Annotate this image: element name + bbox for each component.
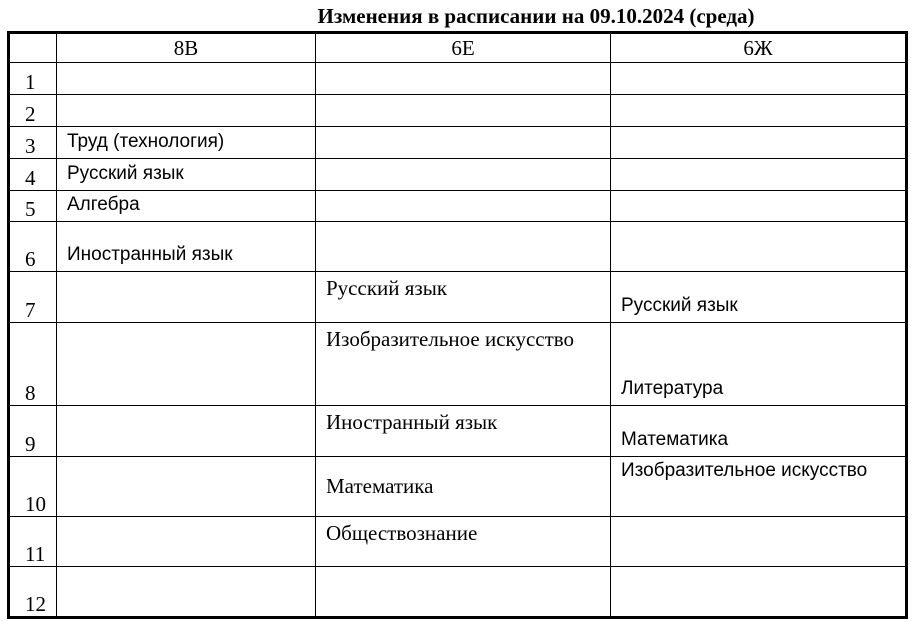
lesson-number: 1 [9,63,57,95]
lesson-number: 4 [9,159,57,191]
cell-6zh [611,127,907,159]
table-row [9,405,907,456]
lesson-number: 5 [9,191,57,222]
cell-6zh [611,191,907,222]
table-row [9,323,907,405]
cell-8v [57,95,316,127]
cell-8v [57,405,316,456]
cell-8v: Русский язык [57,159,316,191]
cell-6e [316,127,611,159]
column-header-6e: 6Е [316,33,611,63]
lesson-number: 9 [9,405,57,456]
cell-8v [57,566,316,617]
table-row [9,63,907,95]
cell-6zh: Литература [611,323,907,405]
cell-6e [316,159,611,191]
cell-6e [316,63,611,95]
cell-6e [316,95,611,127]
cell-8v [57,323,316,405]
cell-6e [316,191,611,222]
column-header-6zh: 6Ж [611,33,907,63]
cell-8v [57,456,316,516]
lesson-number: 2 [9,95,57,127]
table-row [9,456,907,516]
cell-6zh: Математика [611,405,907,456]
cell-8v [57,272,316,323]
cell-6zh: Русский язык [611,272,907,323]
cell-6e [316,222,611,272]
cell-6zh [611,566,907,617]
cell-8v: Алгебра [57,191,316,222]
cell-6zh [611,222,907,272]
cell-6e: Математика [316,456,611,516]
lesson-number: 11 [9,516,57,566]
cell-6e: Иностранный язык [316,405,611,456]
cell-6zh [611,159,907,191]
cell-8v [57,63,316,95]
table-row [9,566,907,617]
cell-6e [316,566,611,617]
lesson-number: 10 [9,456,57,516]
table-row [9,222,907,272]
header-row [9,33,907,63]
page-title: Изменения в расписании на 09.10.2024 (среда) [317,4,755,28]
cell-6zh: Изобразительное искусство [611,456,907,516]
cell-6e: Изобразительное искусство [316,323,611,405]
lesson-number: 3 [9,127,57,159]
cell-6zh [611,95,907,127]
cell-8v [57,516,316,566]
corner-cell [9,33,57,63]
cell-6zh [611,516,907,566]
cell-6zh [611,63,907,95]
lesson-number: 12 [9,566,57,617]
table-row [9,272,907,323]
column-header-8v: 8В [57,33,316,63]
table-row [9,95,907,127]
table-row [9,516,907,566]
lesson-number: 8 [9,323,57,405]
table-row [9,127,907,159]
cell-8v: Иностранный язык [57,222,316,272]
lesson-number: 6 [9,222,57,272]
cell-8v: Труд (технология) [57,127,316,159]
table-row [9,191,907,222]
table-row [9,159,907,191]
schedule-table [7,31,908,619]
cell-6e: Русский язык [316,272,611,323]
cell-6e: Обществознание [316,516,611,566]
lesson-number: 7 [9,272,57,323]
